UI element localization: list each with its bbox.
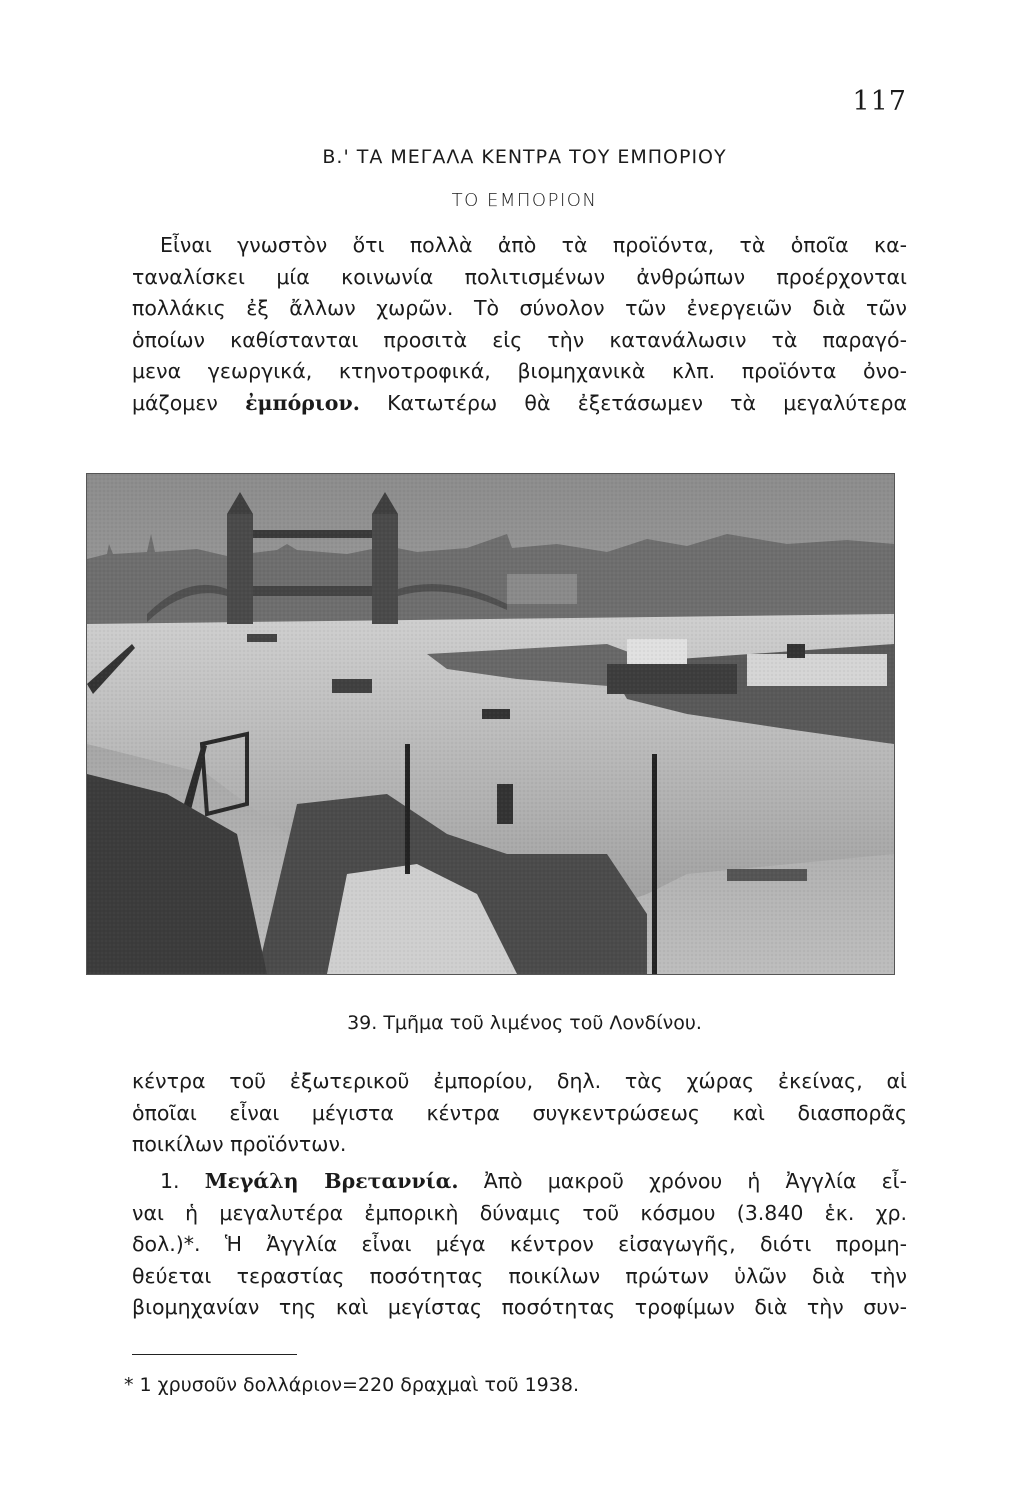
figure-caption: 39. Τμῆμα τοῦ λιμένος τοῦ Λονδίνου.	[347, 1012, 702, 1034]
text-line	[132, 1166, 907, 1198]
britain-title: Μεγάλη Βρεταννία.	[204, 1169, 459, 1193]
page-number: 117	[852, 86, 907, 117]
text-line: θεύεται τεραστίας ποσότητας ποικίλων πρώτων ὑλῶν διὰ τὴν	[132, 1263, 907, 1288]
text-run: Ἀπὸ μακροῦ χρόνου ἡ Ἀγγλία εἶ-	[458, 1169, 907, 1193]
footnote-divider	[132, 1354, 297, 1355]
britain-paragraph	[132, 1166, 907, 1324]
subheading: ΤΟ ΕΜΠΟΡΙΟΝ	[451, 190, 598, 211]
bold-term-emporion: ἐμπόριον.	[245, 390, 360, 415]
footnote: * 1 χρυσοῦν δολλάριον=220 δραχμαὶ τοῦ 1938.	[124, 1374, 579, 1396]
continuation-paragraph	[132, 1066, 907, 1161]
text-line: ποικίλων προϊόντων.	[132, 1132, 347, 1156]
intro-paragraph	[132, 230, 907, 419]
text-run: μάζομεν	[132, 390, 246, 415]
text-line: ὁποῖαι εἶναι μέγιστα κέντρα συγκεντρώσεως καὶ διασπορᾶς	[132, 1100, 907, 1125]
text-line: πολλάκις ἐξ ἄλλων χωρῶν. Τὸ σύνολον τῶν ἐνεργειῶν διὰ τῶν	[132, 296, 907, 320]
text-line	[132, 388, 907, 420]
text-line: Εἶναι γνωστὸν ὅτι πολλὰ ἀπὸ τὰ προϊόντα, τὰ ὁποῖα κα-	[160, 233, 907, 257]
section-heading: Β.' ΤΑ ΜΕΓΑΛΑ ΚΕΝΤΡΑ ΤΟΥ ΕΜΠΟΡΙΟΥ	[322, 146, 727, 168]
text-line: ναι ἡ μεγαλυτέρα ἐμπορικὴ δύναμις τοῦ κόσμου (3.840 ἑκ. χρ.	[132, 1200, 907, 1225]
harbor-photo-illustration	[87, 474, 894, 974]
text-line: ὁποίων καθίστανται προσιτὰ εἰς τὴν κατανάλωσιν τὰ παραγό-	[132, 327, 907, 352]
text-line: βιομηχανίαν της καὶ μεγίστας ποσότητας τροφίμων διὰ τὴν συν-	[132, 1295, 907, 1319]
text-line: ταναλίσκει μία κοινωνία πολιτισμένων ἀνθρώπων προέρχονται	[132, 264, 907, 289]
text-line: κέντρα τοῦ ἐξωτερικοῦ ἐμπορίου, δηλ. τὰς χώρας ἐκείνας, αἱ	[132, 1069, 907, 1093]
section-number: 1.	[160, 1169, 180, 1193]
london-port-photo	[86, 473, 895, 975]
text-line: δολ.)*. Ἡ Ἀγγλία εἶναι μέγα κέντρον εἰσαγωγῆς, διότι προμη-	[132, 1232, 907, 1256]
text-run: Κατωτέρω θὰ ἐξετάσωμεν τὰ μεγαλύτερα	[359, 390, 908, 415]
text-line: μενα γεωργικά, κτηνοτροφικά, βιομηχανικὰ κλπ. προϊόντα ὀνο-	[132, 359, 907, 383]
